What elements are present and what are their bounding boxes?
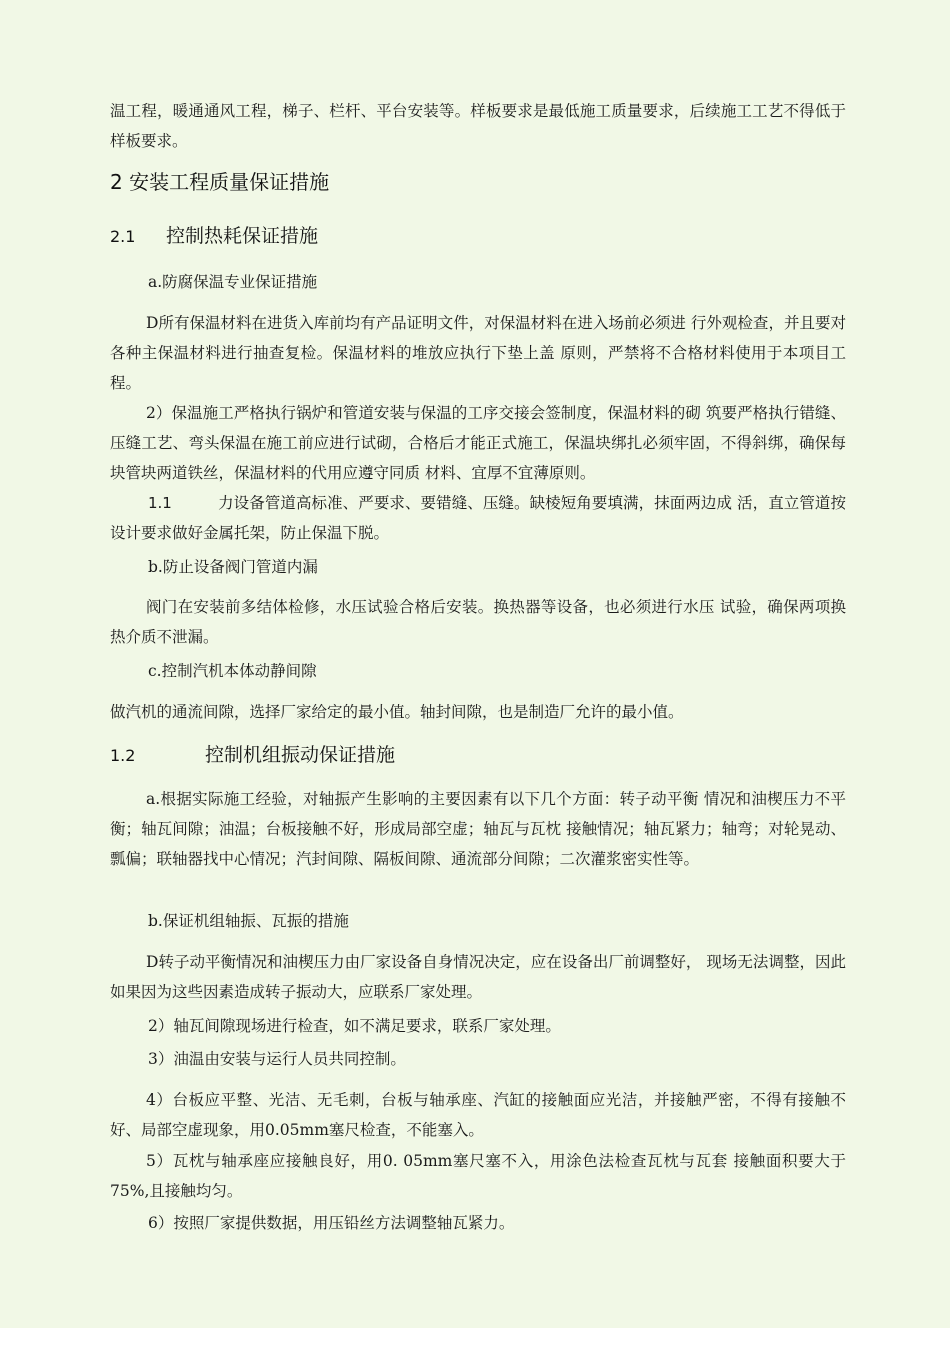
paragraph-factors: a.根据实际施工经验，对轴振产生影响的主要因素有以下几个方面：转子动平衡 情况和油楔压力不平衡；轴瓦间隙；油温；台板接触不好，形成局部空虚；轴瓦与瓦枕 接触情况；轴瓦紧力；轴弯；对轮晃动、瓢偏；联轴器找中心情况；汽封间隙、隔板间隙、通流部分间隙；二次灌浆密实性等。 xyxy=(110,790,846,868)
paragraph-turbine: 做汽机的通流间隙，选择厂家给定的最小值。轴封间隙，也是制造厂允许的最小值。 xyxy=(110,703,684,721)
subheading-c: c.控制汽机本体动静间隙 xyxy=(148,662,317,680)
paragraph-step-2: 2）轴瓦间隙现场进行检查，如不满足要求，联系厂家处理。 xyxy=(148,1017,561,1035)
paragraph-step-5: 5）瓦枕与轴承座应接触良好，用0. 05mm塞尺塞不入，用涂色法检查瓦枕与瓦套 接触面积要大于75%,且接触均匀。 xyxy=(110,1152,846,1200)
paragraph-1-1 xyxy=(110,488,846,548)
section-heading-1-2 xyxy=(110,741,846,770)
paragraph-step-4: 4）台板应平整、光洁、无毛刺，台板与轴承座、汽缸的接触面应光洁，并接触严密，不得有接触不好、局部空虚现象，用0.05mm塞尺检查，不能塞入。 xyxy=(110,1091,846,1139)
heading-title: 控制热耗保证措施 xyxy=(166,225,319,247)
item-text: 力设备管道高标准、严要求、要错缝、压缝。缺棱短角要填满，抹面两边成 活，直立管道按设计要求做好金属托架，防止保温下脱。 xyxy=(110,494,846,542)
section-heading-2: 2 安装工程质量保证措施 xyxy=(110,170,330,194)
paragraph-step-3: 3）油温由安装与运行人员共同控制。 xyxy=(148,1050,406,1068)
subheading-b: b.防止设备阀门管道内漏 xyxy=(148,558,318,576)
intro-paragraph: 温工程，暖通通风工程，梯子、栏杆、平台安装等。样板要求是最低施工质量要求，后续施工工艺不得低于样板要求。 xyxy=(110,102,846,150)
heading-number: 2.1 xyxy=(110,227,136,246)
paragraph-2: 2）保温施工严格执行锅炉和管道安装与保温的工序交接会签制度，保温材料的砌 筑要严格执行错缝、压缝工艺、弯头保温在施工前应进行试砌，合格后才能正式施工，保温块绑扎必须牢固，不得斜绑，确保每块管块两道铁丝，保温材料的代用应遵守同质 材料、宜厚不宜薄原则。 xyxy=(110,404,846,482)
paragraph-step-6: 6）按照厂家提供数据，用压铅丝方法调整轴瓦紧力。 xyxy=(148,1214,515,1232)
section-heading-2-1 xyxy=(110,222,846,251)
paragraph-d2: D转子动平衡情况和油楔压力由厂家设备自身情况决定，应在设备出厂前调整好， 现场无法调整，因此如果因为这些因素造成转子振动大，应联系厂家处理。 xyxy=(110,953,846,1001)
paragraph-valve: 阀门在安装前多结体检修，水压试验合格后安装。换热器等设备，也必须进行水压 试验，确保两项换热介质不泄漏。 xyxy=(110,598,846,646)
item-number: 1.1 xyxy=(148,494,172,512)
heading-title: 控制机组振动保证措施 xyxy=(205,744,396,766)
subheading-a: a.防腐保温专业保证措施 xyxy=(148,273,318,291)
paragraph-d1: D所有保温材料在进货入库前均有产品证明文件，对保温材料在进入场前必须进 行外观检查，并且要对各种主保温材料进行抽查复检。保温材料的堆放应执行下垫上盖 原则，严禁将不合格材料使用于本项目工程。 xyxy=(110,314,846,392)
subheading-b2: b.保证机组轴振、瓦振的措施 xyxy=(148,912,349,930)
heading-number: 1.2 xyxy=(110,746,136,765)
